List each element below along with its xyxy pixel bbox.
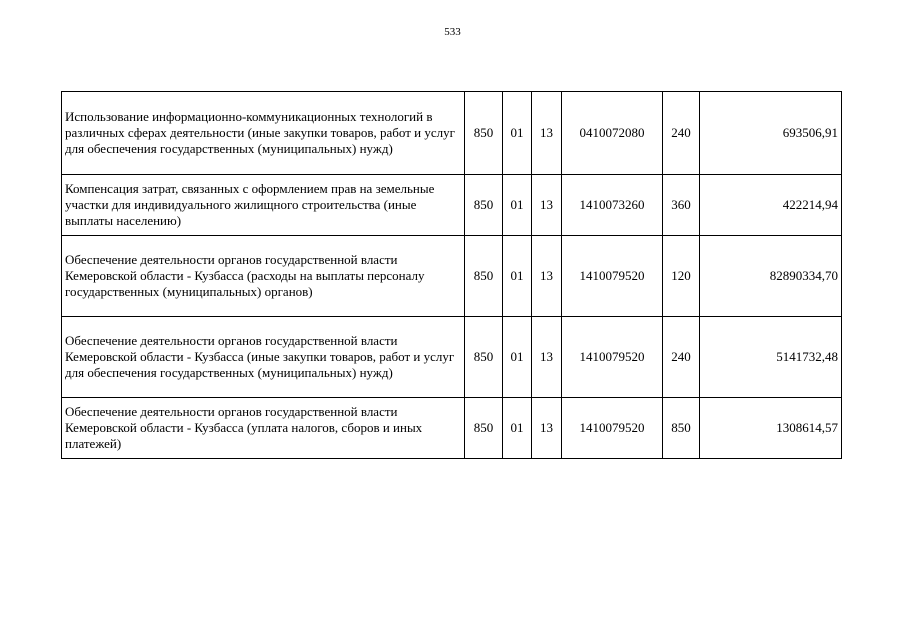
table-row — [62, 92, 842, 175]
row-description: Использование информационно-коммуникационных технологий в различных сферах деятельности (иные закупки товаров, работ и услуг для обеспечения государственных (муниципальных) нужд) — [62, 92, 465, 175]
subsection-code: 13 — [532, 236, 562, 317]
section-code: 01 — [503, 236, 532, 317]
subsection-code: 13 — [532, 175, 562, 236]
ved-code: 850 — [465, 398, 503, 459]
target-article-code: 1410079520 — [562, 236, 663, 317]
row-description: Обеспечение деятельности органов государственной власти Кемеровской области - Кузбасса (иные закупки товаров, работ и услуг для обеспечения государственных (муниципальных) нужд) — [62, 317, 465, 398]
subsection-code: 13 — [532, 92, 562, 175]
ved-code: 850 — [465, 175, 503, 236]
table-row — [62, 398, 842, 459]
expense-type-code: 120 — [663, 236, 700, 317]
table-row — [62, 317, 842, 398]
expense-type-code: 240 — [663, 92, 700, 175]
ved-code: 850 — [465, 236, 503, 317]
page-number: 533 — [444, 26, 461, 38]
table-row — [62, 236, 842, 317]
amount: 82890334,70 — [700, 236, 842, 317]
subsection-code: 13 — [532, 317, 562, 398]
row-description: Обеспечение деятельности органов государственной власти Кемеровской области - Кузбасса (уплата налогов, сборов и иных платежей) — [62, 398, 465, 459]
ved-code: 850 — [465, 92, 503, 175]
target-article-code: 1410079520 — [562, 398, 663, 459]
amount: 422214,94 — [700, 175, 842, 236]
row-description: Обеспечение деятельности органов государственной власти Кемеровской области - Кузбасса (расходы на выплаты персоналу государственных (муниципальных) органов) — [62, 236, 465, 317]
section-code: 01 — [503, 92, 532, 175]
ved-code: 850 — [465, 317, 503, 398]
subsection-code: 13 — [532, 398, 562, 459]
amount: 5141732,48 — [700, 317, 842, 398]
row-description: Компенсация затрат, связанных с оформлением прав на земельные участки для индивидуального жилищного строительства (иные выплаты населению) — [62, 175, 465, 236]
expense-type-code: 850 — [663, 398, 700, 459]
target-article-code: 0410072080 — [562, 92, 663, 175]
table-row — [62, 175, 842, 236]
target-article-code: 1410079520 — [562, 317, 663, 398]
section-code: 01 — [503, 175, 532, 236]
expense-type-code: 360 — [663, 175, 700, 236]
section-code: 01 — [503, 317, 532, 398]
budget-table — [61, 91, 842, 459]
section-code: 01 — [503, 398, 532, 459]
expense-type-code: 240 — [663, 317, 700, 398]
amount: 1308614,57 — [700, 398, 842, 459]
target-article-code: 1410073260 — [562, 175, 663, 236]
amount: 693506,91 — [700, 92, 842, 175]
